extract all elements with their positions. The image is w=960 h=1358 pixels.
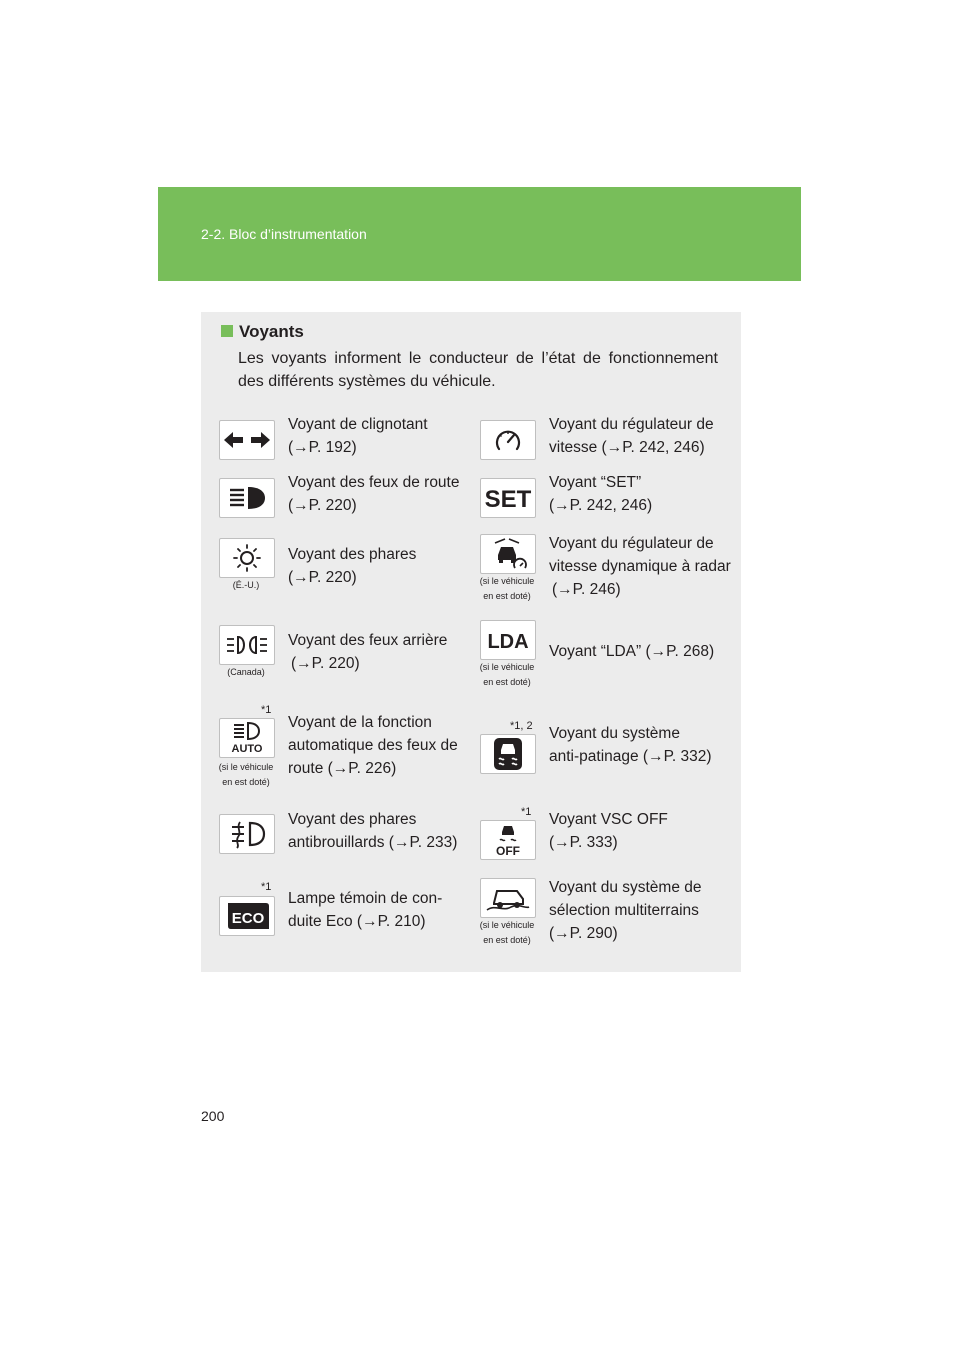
section-intro: Les voyants informent le conducteur de l’état de fonctionnement des différents systèmes du véhicule. <box>238 350 718 390</box>
section-header-title: 2-2. Bloc d’instrumentation <box>201 226 367 242</box>
svg-text:LDA: LDA <box>487 631 529 653</box>
cruise-description: Voyant du régulateur de vitesse (→P. 242, 246) <box>549 416 714 456</box>
auto-high-beam-description: Voyant de la fonction automatique des feux de route (→P. 226) <box>288 714 458 777</box>
turn-signal-arrows-icon <box>219 420 275 460</box>
front-fog-icon <box>219 814 275 854</box>
multi-terrain-description: Voyant du système de sélection multiterrains (→P. 290) <box>549 879 702 942</box>
svg-text:AUTO: AUTO <box>231 743 263 755</box>
svg-text:OFF: OFF <box>496 844 520 858</box>
lda-text-icon <box>480 620 536 660</box>
auto-high-beam-note: (si le véhicule en est doté) <box>218 762 274 787</box>
tail-light-description: Voyant des feux arrière (→P. 220) <box>288 632 448 672</box>
speedometer-icon <box>480 420 536 460</box>
vsc-off-footnote-marker: *1 <box>521 806 532 818</box>
page-number: 200 <box>201 1108 225 1124</box>
set-text-icon <box>480 478 536 518</box>
section-title: Voyants <box>221 322 304 342</box>
auto-high-beam-footnote-marker: *1 <box>261 704 272 716</box>
green-square-bullet-icon <box>221 325 233 337</box>
tail-light-note: (Canada) <box>227 667 265 677</box>
vsc-off-description: Voyant VSC OFF (→P. 333) <box>549 811 668 851</box>
multi-terrain-note: (si le véhicule en est doté) <box>479 920 535 945</box>
lda-description: Voyant “LDA” (→P. 268) <box>549 643 715 660</box>
slip-description: Voyant du système anti-patinage (→P. 332) <box>549 725 712 765</box>
auto-high-beam-icon <box>219 718 275 758</box>
headlight-note: (É.-U.) <box>232 580 260 590</box>
radar-cruise-icon <box>480 534 536 574</box>
eco-description: Lampe témoin de con- duite Eco (→P. 210) <box>288 890 443 930</box>
radar-cruise-description: Voyant du régulateur de vitesse dynamique à radar (→P. 246) <box>549 535 731 598</box>
multi-terrain-icon <box>480 878 536 918</box>
section-header-band <box>158 187 801 281</box>
radar-cruise-note: (si le véhicule en est doté) <box>479 576 535 601</box>
slip-indicator-icon <box>480 734 536 774</box>
fog-description: Voyant des phares antibrouillards (→P. 233) <box>288 811 458 851</box>
slip-footnote-marker: *1, 2 <box>510 720 533 732</box>
indicators-panel <box>201 312 741 972</box>
set-description: Voyant “SET” (→P. 242, 246) <box>549 474 653 514</box>
tail-light-icon <box>219 625 275 665</box>
headlight-description: Voyant des phares (→P. 220) <box>288 546 417 586</box>
vsc-off-icon <box>480 820 536 860</box>
high-beam-description: Voyant des feux de route (→P. 220) <box>288 474 460 514</box>
high-beam-icon <box>219 478 275 518</box>
turn-signal-description: Voyant de clignotant (→P. 192) <box>288 416 428 456</box>
svg-text:ECO: ECO <box>231 910 265 927</box>
eco-icon <box>219 896 275 936</box>
eco-footnote-marker: *1 <box>261 881 272 893</box>
headlight-sun-icon <box>219 538 275 578</box>
lda-note: (si le véhicule en est doté) <box>479 662 535 687</box>
svg-text:SET: SET <box>484 486 532 513</box>
